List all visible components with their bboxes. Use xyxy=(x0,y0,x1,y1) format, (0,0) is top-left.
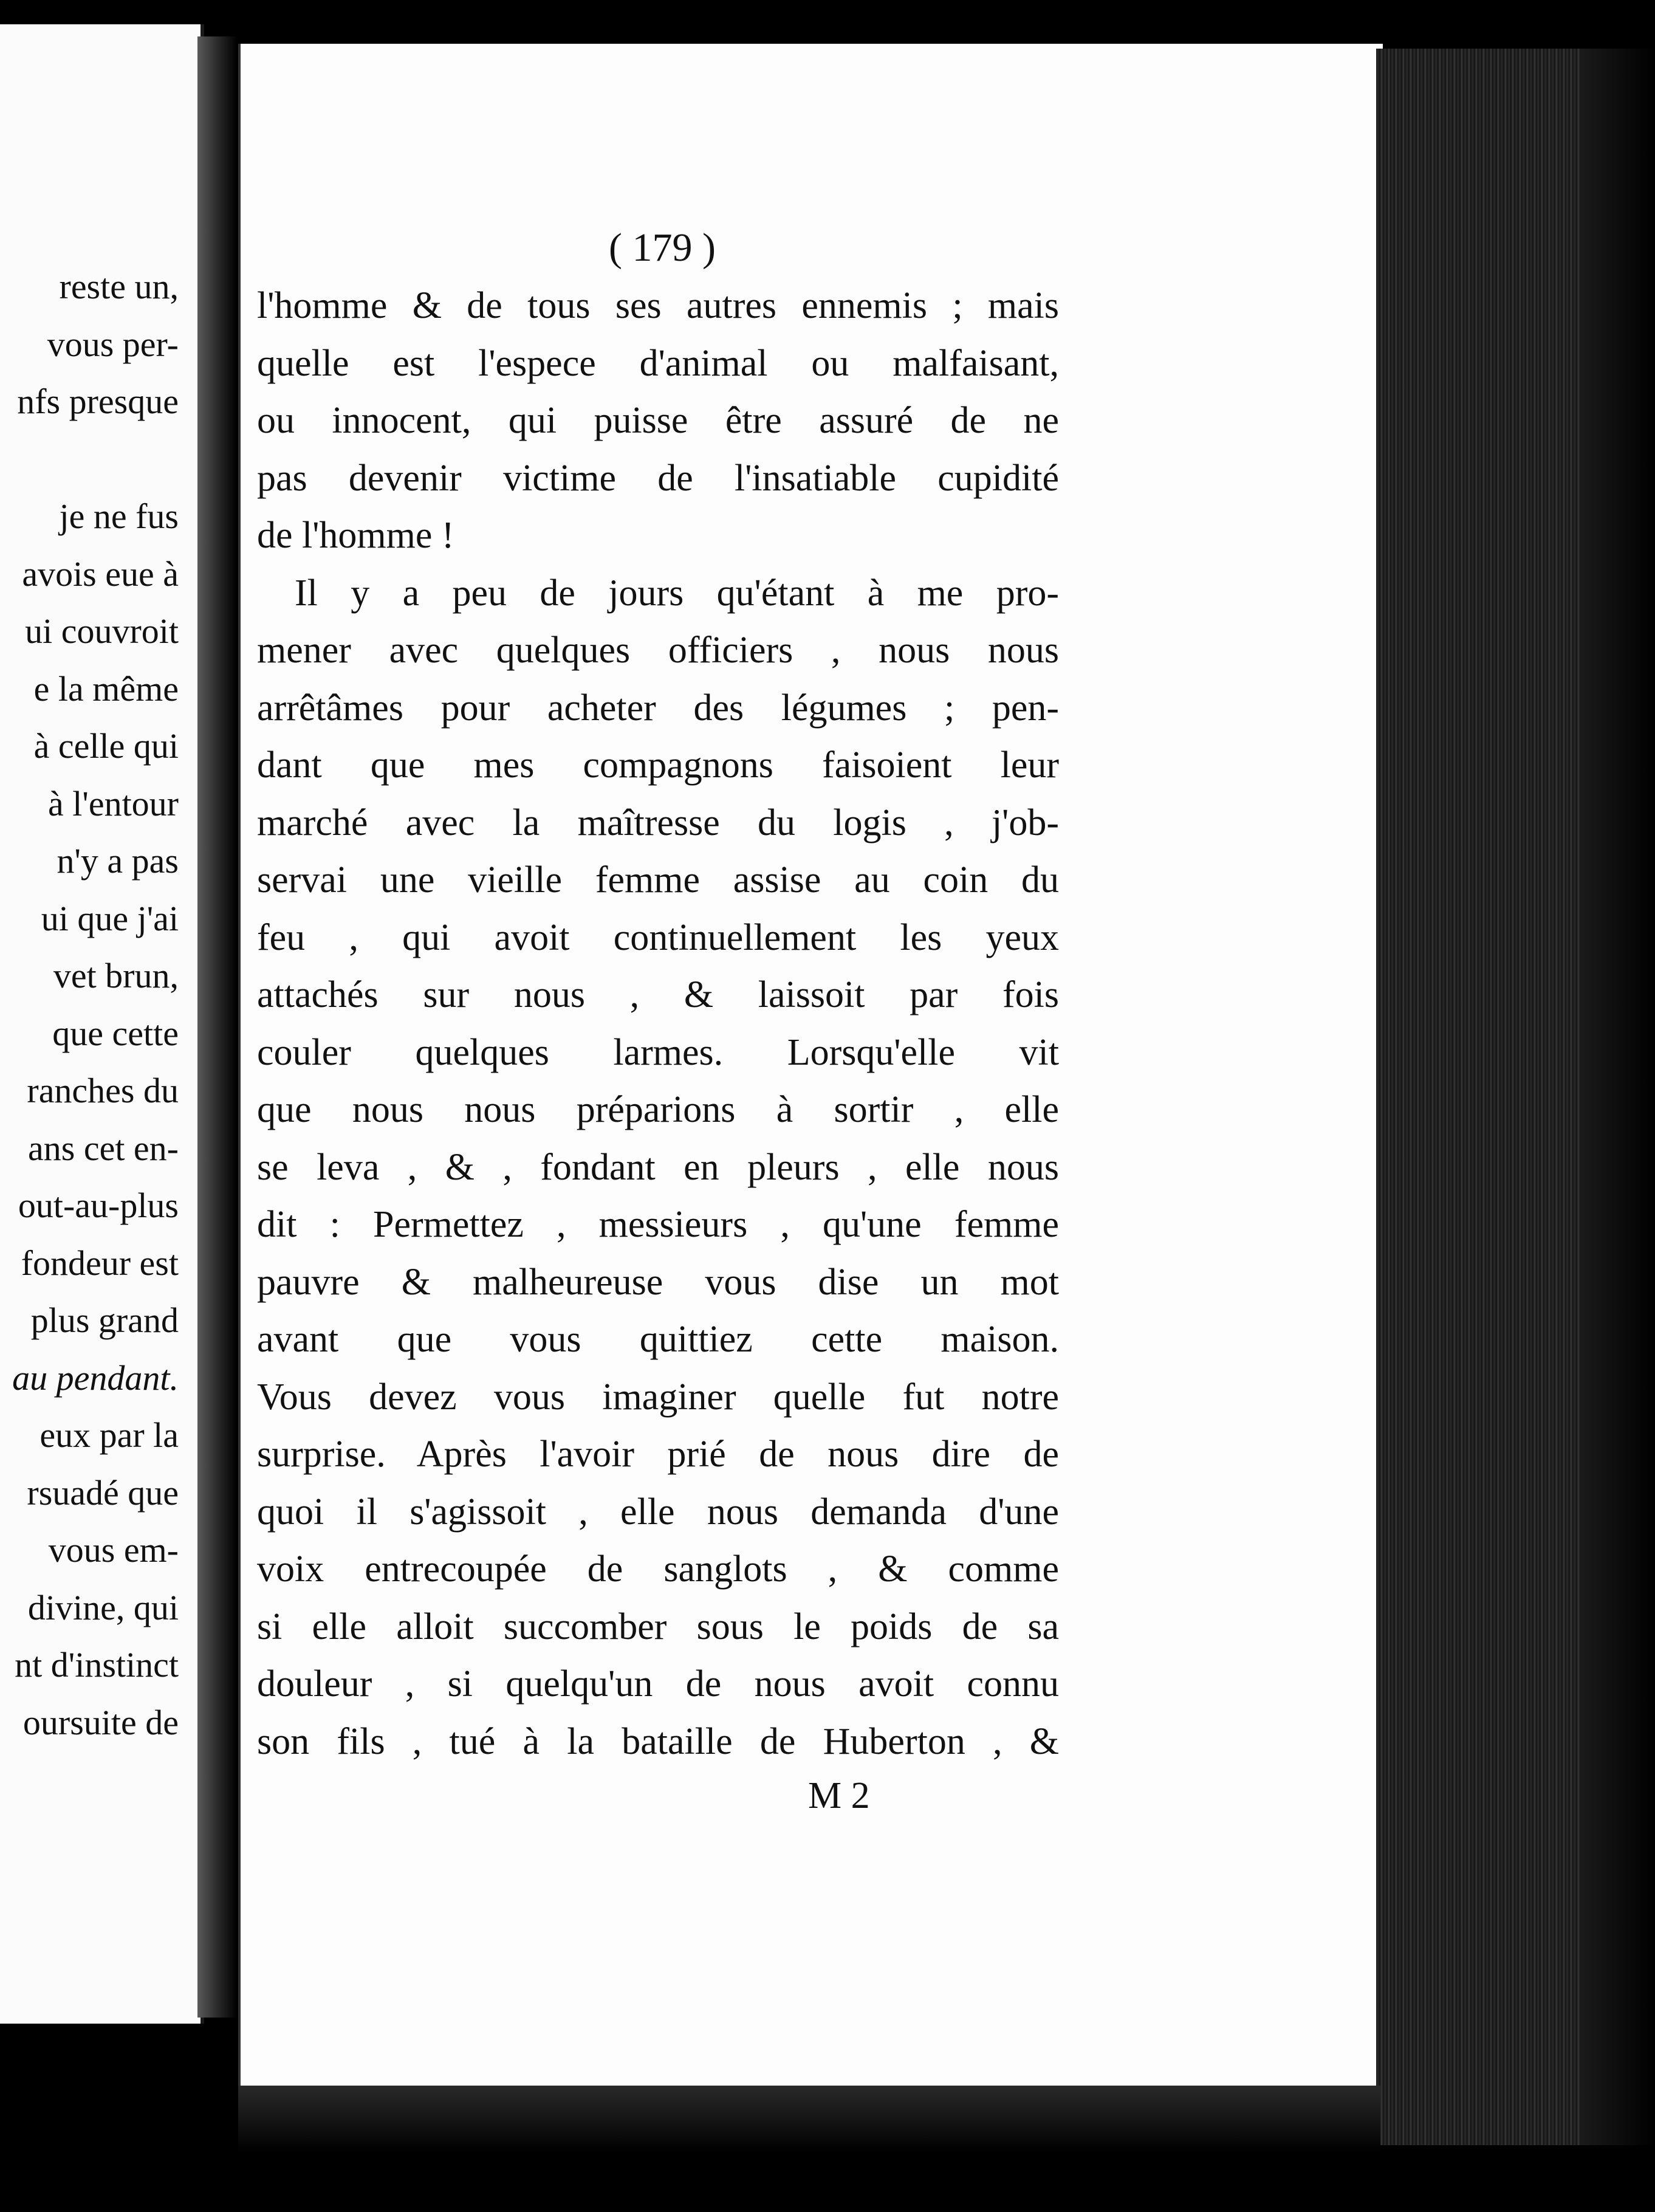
page-number: ( 179 ) xyxy=(609,225,716,270)
previous-page-line: fondeur est xyxy=(21,1243,179,1283)
previous-page-line: plus grand xyxy=(30,1300,179,1340)
previous-page-line: ui couvroit xyxy=(25,611,179,651)
previous-page-line: nfs presque xyxy=(17,382,179,421)
previous-page-line: n'y a pas xyxy=(57,841,179,881)
page-edges-fade xyxy=(1580,49,1655,2145)
text-line: quelle est l'espece d'animal ou malfaisant, xyxy=(257,342,1059,384)
signature-mark: M 2 xyxy=(808,1775,870,1816)
body-text xyxy=(257,277,1059,1770)
previous-page-line: nt d'instinct xyxy=(15,1645,179,1685)
text-line: Il y a peu de jours qu'étant à me pro- xyxy=(295,572,1059,614)
previous-page-line: ans cet en- xyxy=(28,1128,179,1168)
text-line: pauvre & malheureuse vous dise un mot xyxy=(257,1261,1059,1303)
text-line: de l'homme ! xyxy=(257,515,454,556)
previous-page-line: eux par la xyxy=(39,1415,179,1455)
text-line: ou innocent, qui puisse être assuré de ne xyxy=(257,400,1059,441)
previous-page-line: out-au-plus xyxy=(18,1186,179,1225)
previous-page-line: e la même xyxy=(33,668,179,709)
previous-page-text xyxy=(0,258,179,1751)
page-bottom-edge xyxy=(238,2086,1380,2152)
text-line: son fils , tué à la bataille de Huberton , & xyxy=(257,1720,1059,1762)
text-line: douleur , si quelqu'un de nous avoit connu xyxy=(257,1663,1059,1705)
text-line: attachés sur nous , & laissoit par fois xyxy=(257,974,1059,1015)
previous-page-line xyxy=(0,431,179,489)
previous-page-line: que cette xyxy=(52,1013,179,1053)
text-line: marché avec la maîtresse du logis , j'ob- xyxy=(257,802,1059,843)
text-line: feu , qui avoit continuellement les yeux xyxy=(257,916,1059,958)
previous-page-line: ranches du xyxy=(27,1071,179,1110)
text-line: que nous nous préparions à sortir , elle xyxy=(257,1089,1059,1130)
previous-page-line: vous per- xyxy=(47,324,179,364)
previous-page-line: avois eue à xyxy=(22,554,179,594)
text-line: avant que vous quittiez cette maison. xyxy=(257,1319,1059,1360)
text-line: dant que mes compagnons faisoient leur xyxy=(257,744,1059,786)
previous-page-line: vous em- xyxy=(48,1530,179,1570)
text-line: couler quelques larmes. Lorsqu'elle vit xyxy=(257,1031,1059,1073)
text-line: quoi il s'agissoit , elle nous demanda d'une xyxy=(257,1491,1059,1533)
previous-page-line: reste un, xyxy=(59,267,179,306)
page-edges xyxy=(1376,49,1583,2145)
previous-page-line: rsuadé que xyxy=(27,1472,179,1513)
previous-page-line: à l'entour xyxy=(48,783,179,823)
previous-page-line: divine, qui xyxy=(27,1587,179,1627)
text-line: si elle alloit succomber sous le poids de sa xyxy=(257,1606,1059,1647)
text-line: arrêtâmes pour acheter des légumes ; pen- xyxy=(257,687,1059,729)
text-line: dit : Permettez , messieurs , qu'une femme xyxy=(257,1204,1059,1245)
previous-page-line: oursuite de xyxy=(22,1702,179,1742)
text-line: voix entrecoupée de sanglots , & comme xyxy=(257,1548,1059,1590)
gutter-shadow xyxy=(197,36,237,2018)
text-line: surprise. Après l'avoir prié de nous dire de xyxy=(257,1434,1059,1475)
previous-page-line: au pendant. xyxy=(12,1358,179,1398)
previous-page-line: ui que j'ai xyxy=(41,898,179,938)
text-line: se leva , & , fondant en pleurs , elle nous xyxy=(257,1146,1059,1188)
text-line: mener avec quelques officiers , nous nous xyxy=(257,630,1059,671)
text-line: Vous devez vous imaginer quelle fut notre xyxy=(257,1376,1059,1418)
text-line: l'homme & de tous ses autres ennemis ; mais xyxy=(257,285,1059,326)
previous-page xyxy=(0,24,204,2024)
previous-page-line: à celle qui xyxy=(33,726,179,766)
previous-page-line: je ne fus xyxy=(59,496,179,536)
text-line: pas devenir victime de l'insatiable cupidité xyxy=(257,457,1059,499)
text-line: servai une vieille femme assise au coin du xyxy=(257,859,1059,901)
previous-page-line: vet brun, xyxy=(53,956,179,995)
